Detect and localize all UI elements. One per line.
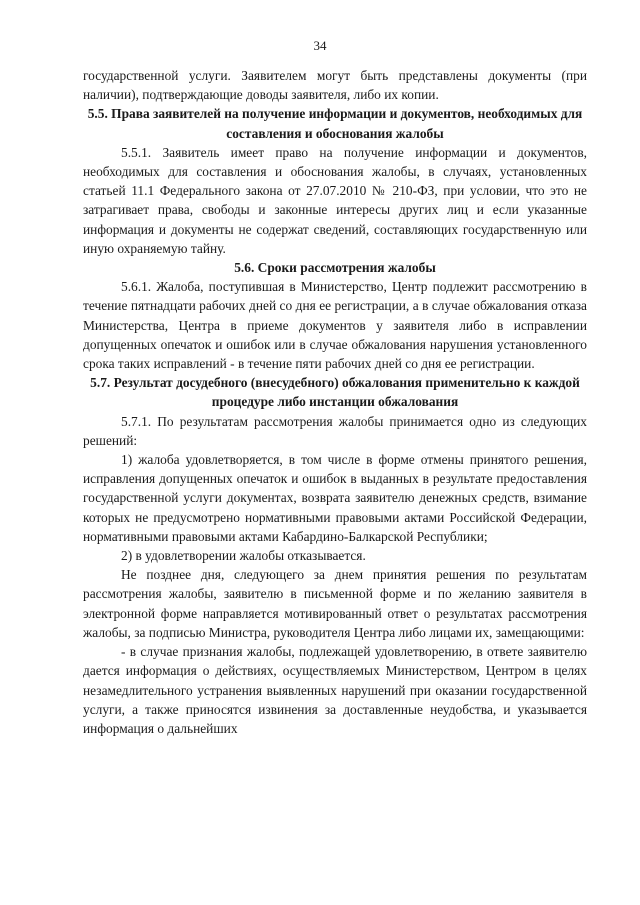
section-5-6-heading: 5.6. Сроки рассмотрения жалобы [234, 260, 436, 276]
paragraph-5-6-1: 5.6.1. Жалоба, поступившая в Министерство, Центр подлежит рассмотрению в течение пятнадцати рабочих дней со дня ее регистрации, а в случае обжалования отказа Министерства, Центра в приеме документов у заявителя либо в исправлении допущенных опечаток и ошибок или в случае обжалования нарушения установленного срока таких исправлений - в течение пяти рабочих дней со дня ее регистрации. [83, 279, 587, 372]
section-5-7-heading: 5.7. Результат досудебного (внесудебного) обжалования применительно к каждой процедуре либо инстанции обжалования [90, 375, 580, 410]
page-number: 34 [313, 38, 327, 53]
section-5-5-heading: 5.5. Права заявителей на получение информации и документов, необходимых для составления и обоснования жалобы [87, 106, 583, 141]
intro-paragraph: государственной услуги. Заявителем могут быть представлены документы (при наличии), подтверждающие доводы заявителя, либо их копии. [83, 68, 587, 103]
paragraph-5-7-1: 5.7.1. По результатам рассмотрения жалобы принимается одно из следующих решений: [83, 413, 587, 448]
paragraph-5-5-1: 5.5.1. Заявитель имеет право на получение информации и документов, необходимых для составления и обоснования жалобы, в случаях, установленных статьей 11.1 Федерального закона от 27.07.2010 № 210-ФЗ, при условии, что это не затрагивает права, свободы и законные интересы других лиц и если указанные информация и документы не содержат сведений, составляющих государственную или иную охраняемую тайну. [83, 144, 587, 256]
list-item-2: 2) в удовлетворении жалобы отказывается. [121, 548, 366, 564]
list-item-1: 1) жалоба удовлетворяется, в том числе в форме отмены принятого решения, исправления допущенных опечаток и ошибок в выданных в результате предоставления государственной услуги документах, возврата заявителю денежных средств, взимание которых не предусмотрено нормативными правовыми актами Российской Федерации, нормативными правовыми актами Кабардино-Балкарской Республики; [83, 452, 587, 544]
document-body [83, 66, 587, 738]
paragraph-dash-item: - в случае признания жалобы, подлежащей удовлетворению, в ответе заявителю дается информация о действиях, осуществляемых Министерством, Центром в целях незамедлительного устранения выявленных нарушений при оказании государственной услуги, а также приносятся извинения за доставленные неудобства, и указывается информация о дальнейших [83, 644, 587, 736]
paragraph-deadline: Не позднее дня, следующего за днем принятия решения по результатам рассмотрения жалобы, заявителю в письменной форме и по желанию заявителя в электронной форме направляется мотивированный ответ о результатах рассмотрения жалобы, за подписью Министра, руководителя Центра либо лицами их, замещающими: [83, 567, 587, 640]
